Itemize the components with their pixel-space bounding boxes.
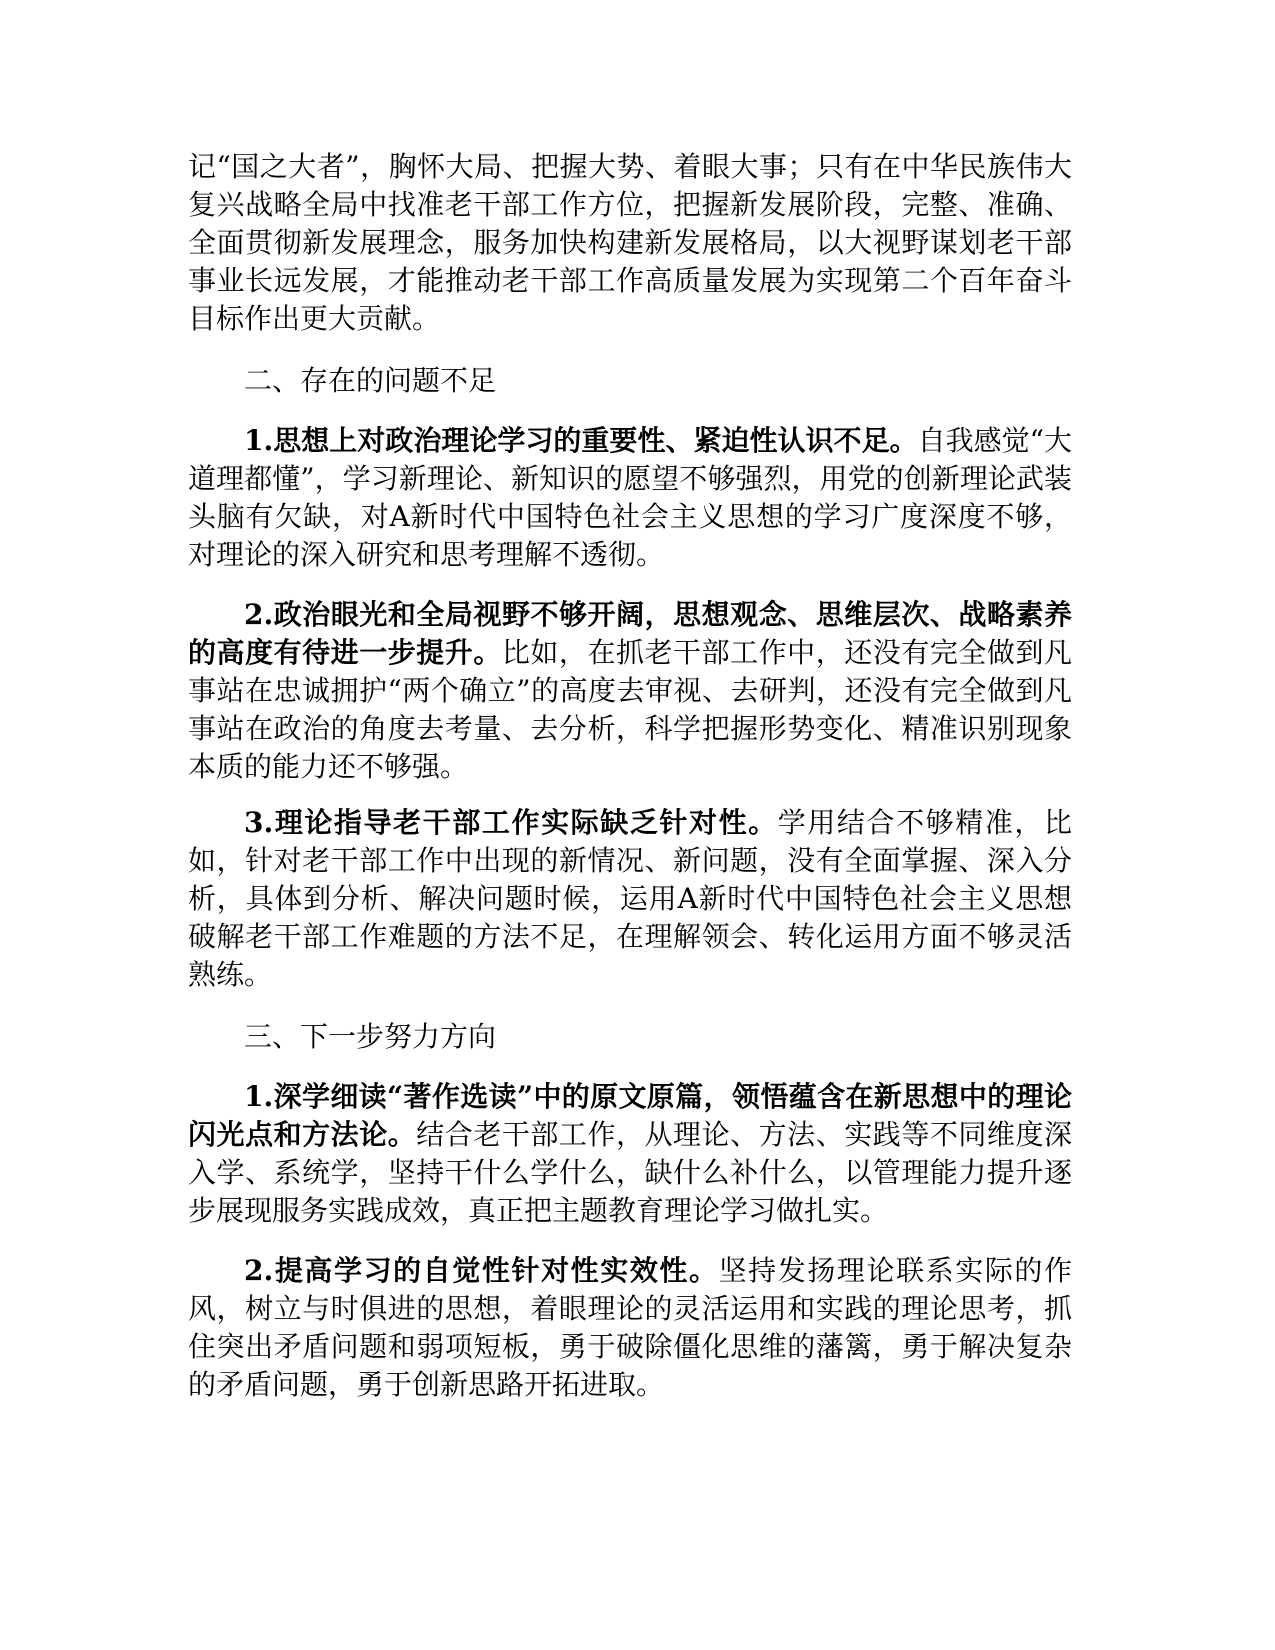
intro-paragraph: 记“国之大者”，胸怀大局、把握大势、着眼大事；只有在中华民族伟大复兴战略全局中找准老干部工作方位，把握新发展阶段，完整、准确、全面贯彻新发展理念，服务加快构建新发展格局，以大视野谋划老干部事业长远发展，才能推动老干部工作高质量发展为实现第二个百年奋斗目标作出更大贡献。 xyxy=(188,150,1072,335)
section-heading-directions: 三、下一步努力方向 xyxy=(244,1020,497,1053)
problem-item-2-body: 比如，在抓老干部工作中，还没有完全做到凡事站在忠诚拥护“两个确立”的高度去审视、去研判，还没有完全做到凡事站在政治的角度去考量、去分析，科学把握形势变化、精准识别现象本质的能力还不够强。 xyxy=(188,636,1072,783)
section-heading-problems: 二、存在的问题不足 xyxy=(244,364,497,397)
direction-item-2-body: 坚持发扬理论联系实际的作风，树立与时俱进的思想，着眼理论的灵活运用和实践的理论思考，抓住突出矛盾问题和弱项短板，勇于破除僵化思维的藩篱，勇于解决复杂的矛盾问题，勇于创新思路开拓进取。 xyxy=(188,1254,1072,1401)
direction-item-1-lead: 1.深学细读“著作选读”中的原文原篇，领悟蕴含在新思想中的理论闪光点和方法论。 xyxy=(188,1080,1072,1151)
document-body xyxy=(188,148,1072,1404)
direction-item-2-lead: 2.提高学习的自觉性针对性实效性。 xyxy=(244,1254,719,1287)
problem-item-1 xyxy=(188,422,1072,574)
direction-item-2 xyxy=(188,1252,1072,1404)
problem-item-1-body: 自我感觉“大道理都懂”，学习新理论、新知识的愿望不够强烈，用党的创新理论武装头脑有欠缺，对A新时代中国特色社会主义思想的学习广度深度不够，对理论的深入研究和思考理解不透彻。 xyxy=(188,424,1073,571)
problem-item-3 xyxy=(188,804,1072,994)
direction-item-1-body: 结合老干部工作，从理论、方法、实践等不同维度深入学、系统学，坚持干什么学什么，缺什么补什么，以管理能力提升逐步展现服务实践成效，真正把主题教育理论学习做扎实。 xyxy=(188,1118,1072,1227)
problem-item-1-lead: 1.思想上对政治理论学习的重要性、紧迫性认识不足。 xyxy=(244,424,918,457)
problem-item-2-lead: 2.政治眼光和全局视野不够开阔，思想观念、思维层次、战略素养的高度有待进一步提升。 xyxy=(188,598,1072,669)
problem-item-3-lead: 3.理论指导老干部工作实际缺乏针对性。 xyxy=(244,806,778,839)
problem-item-3-body: 学用结合不够精准，比如，针对老干部工作中出现的新情况、新问题，没有全面掌握、深入分析，具体到分析、解决问题时候，运用A新时代中国特色社会主义思想破解老干部工作难题的方法不足，在理解领会、转化运用方面不够灵活熟练。 xyxy=(188,806,1072,991)
problem-item-2 xyxy=(188,596,1072,786)
direction-item-1 xyxy=(188,1078,1072,1230)
